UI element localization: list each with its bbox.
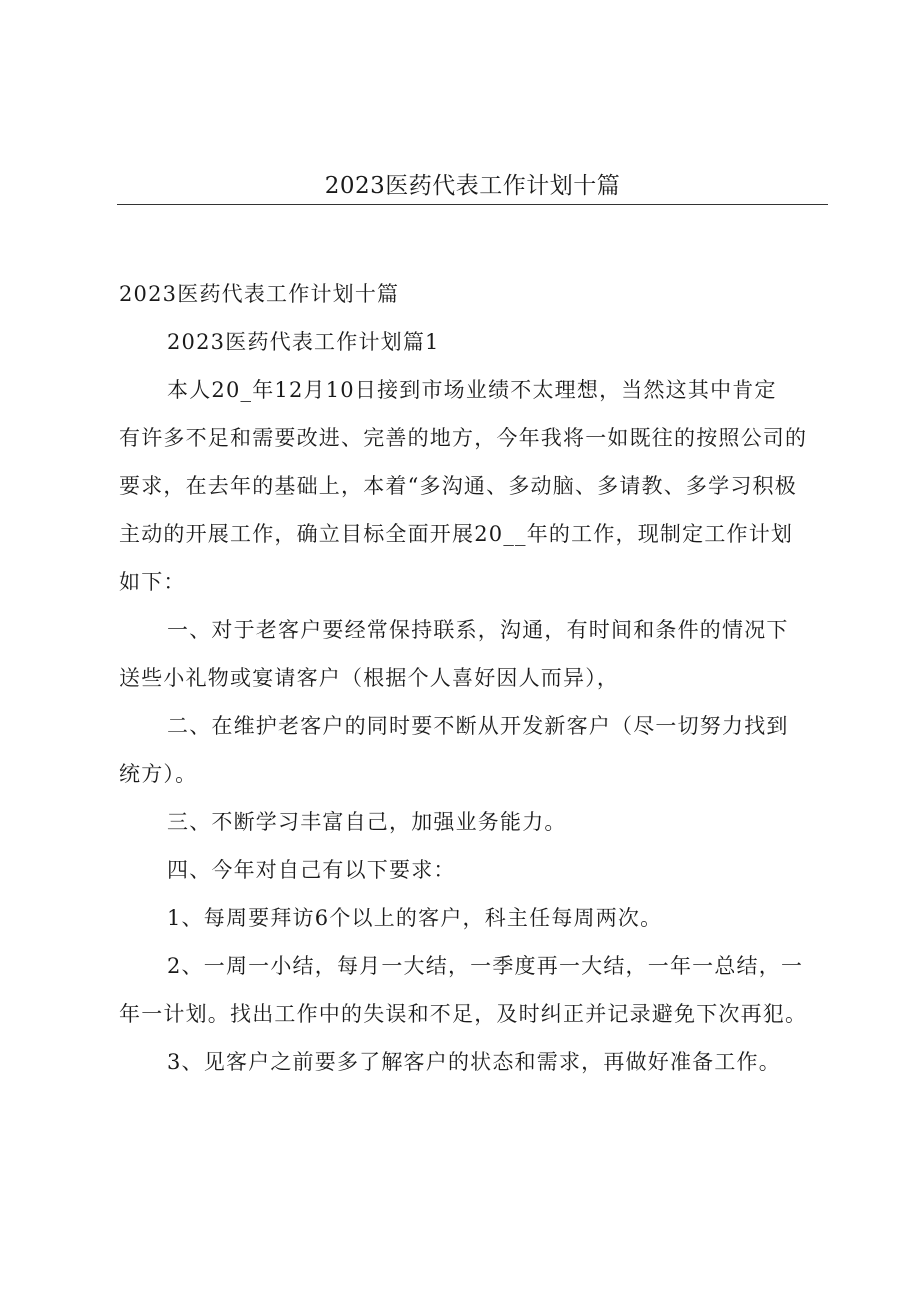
item-2-line: 二、在维护老客户的同时要不断从开发新客户（尽一切努力找到 — [167, 714, 789, 738]
item-2-paragraph — [119, 702, 831, 798]
page-header-title: 2023医药代表工作计划十篇 — [324, 173, 621, 199]
header-divider — [117, 204, 828, 205]
item-4-paragraph: 四、今年对自己有以下要求： — [167, 858, 456, 882]
item-1-line: 送些小礼物或宴请客户（根据个人喜好因人而异）， — [119, 666, 620, 690]
intro-line: 主动的开展工作，确立目标全面开展20__年的工作，现制定工作计划 — [119, 522, 794, 546]
requirement-1: 1、每周要拜访6个以上的客户，科主任每周两次。 — [167, 906, 663, 930]
requirement-2-line: 2、一周一小结，每月一大结，一季度再一大结，一年一总结，一 — [167, 954, 804, 978]
item-2-line: 统方）。 — [119, 762, 198, 786]
document-title: 2023医药代表工作计划十篇 — [119, 282, 400, 306]
requirement-2-line: 年一计划。找出工作中的失误和不足，及时纠正并记录避免下次再犯。 — [119, 1002, 808, 1026]
section-title: 2023医药代表工作计划篇1 — [167, 330, 440, 354]
item-1-line: 一、对于老客户要经常保持联系，沟通，有时间和条件的情况下 — [167, 618, 789, 642]
item-1-paragraph — [119, 606, 831, 702]
intro-line: 本人20_年12月10日接到市场业绩不太理想，当然这其中肯定 — [167, 378, 777, 402]
document-body — [119, 270, 831, 1086]
requirement-2 — [119, 942, 831, 1038]
requirement-3: 3、见客户之前要多了解客户的状态和需求，再做好准备工作。 — [167, 1050, 781, 1074]
intro-line: 如下： — [119, 570, 186, 594]
intro-line: 有许多不足和需要改进、完善的地方，今年我将一如既往的按照公司的 — [119, 426, 808, 450]
intro-paragraph — [119, 366, 831, 606]
intro-line: 要求，在去年的基础上，本着“多沟通、多动脑、多请教、多学习积极 — [119, 474, 797, 498]
item-3-paragraph: 三、不断学习丰富自己，加强业务能力。 — [167, 810, 567, 834]
